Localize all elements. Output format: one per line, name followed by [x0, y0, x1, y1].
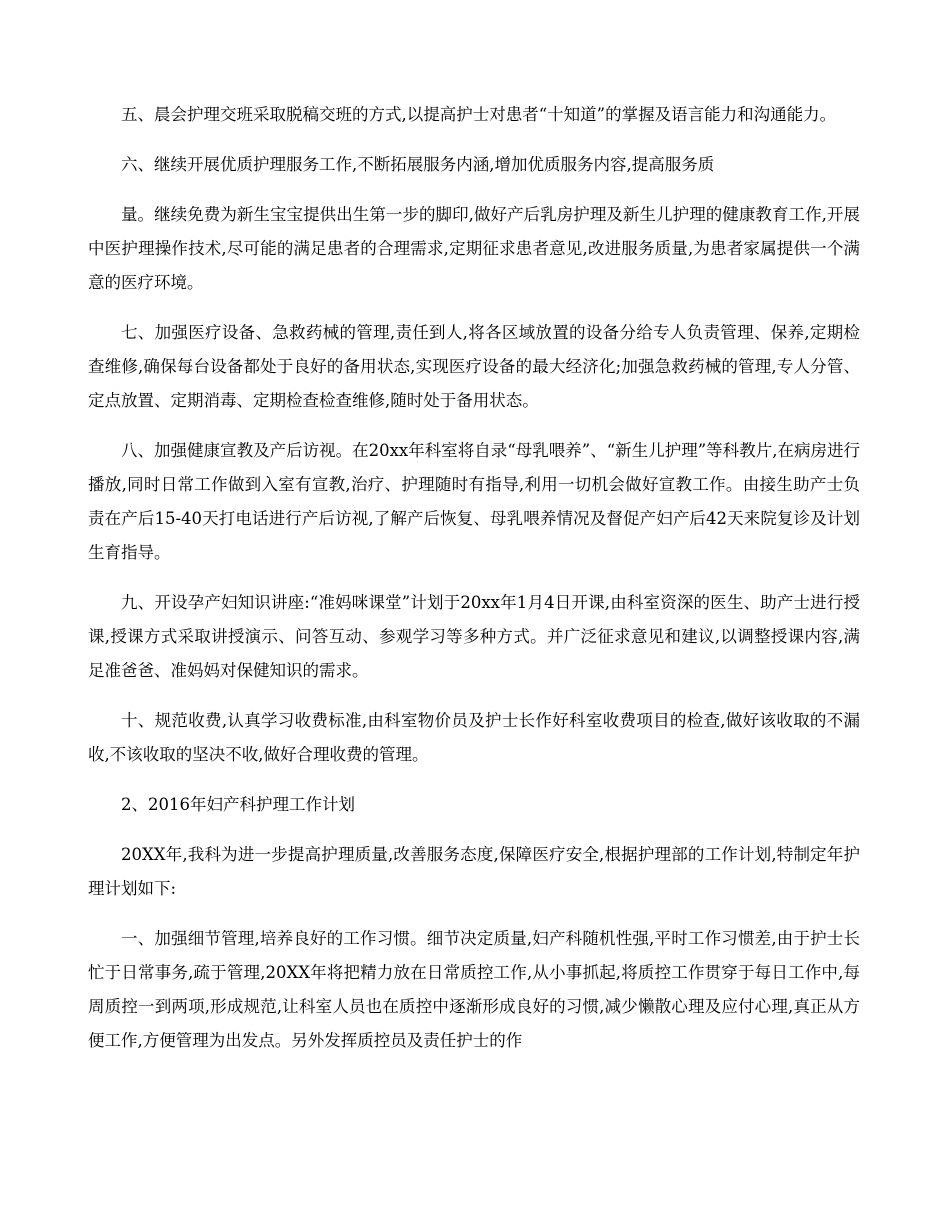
paragraph-item-1: 一、加强细节管理,培养良好的工作习惯。细节决定质量,妇产科随机性强,平时工作习惯差,由于护士长忙于日常事务,疏于管理,20XX年将把精力放在日常质控工作,从小事抓起,将质控工作贯穿于每日工作中,每周质控一到两项,形成规范,让科室人员也在质控中逐渐形成良好的习惯,减少懒散心理及应付心理,真正从方便工作,方便管理为出发点。另外发挥质控员及责任护士的作: [88, 929, 860, 1050]
paragraph-item-5: 五、晨会护理交班采取脱稿交班的方式,以提高护士对患者“十知道”的掌握及语言能力和沟通能力。: [121, 105, 837, 124]
paragraph-item-8: 八、加强健康宣教及产后访视。在20xx年科室将自录“母乳喂养”、“新生儿护理”等科教片,在病房进行播放,同时日常工作做到入室有宣教,治疗、护理随时有指导,利用一切机会做好宣教工作。由接生助产士负责在产后15-40天打电话进行产后访视,了解产后恢复、母乳喂养情况及督促产妇产后42天来院复诊及计划生育指导。: [88, 441, 860, 562]
document-body: [88, 98, 860, 1074]
paragraph-item-9: 九、开设孕产妇知识讲座:“准妈咪课堂”计划于20xx年1月4日开课,由科室资深的医生、助产士进行授课,授课方式采取讲授演示、问答互动、参观学习等多种方式。并广泛征求意见和建议,以调整授课内容,满足准爸爸、准妈妈对保健知识的需求。: [88, 593, 860, 680]
paragraph-item-10: 十、规范收费,认真学习收费标准,由科室物价员及护士长作好科室收费项目的检查,做好该收取的不漏收,不该收取的坚决不收,做好合理收费的管理。: [88, 711, 860, 764]
section-intro: 20XX年,我科为进一步提高护理质量,改善服务态度,保障医疗安全,根据护理部的工作计划,特制定年护理计划如下:: [88, 845, 860, 898]
section-heading: 2、2016年妇产科护理工作计划: [121, 795, 355, 814]
paragraph-item-6-continued: 量。继续免费为新生宝宝提供出生第一步的脚印,做好产后乳房护理及新生儿护理的健康教育工作,开展中医护理操作技术,尽可能的满足患者的合理需求,定期征求患者意见,改进服务质量,为患者家属提供一个满意的医疗环境。: [88, 205, 860, 292]
paragraph-item-6: 六、继续开展优质护理服务工作,不断拓展服务内涵,增加优质服务内容,提高服务质: [121, 155, 715, 174]
paragraph-item-7: 七、加强医疗设备、急救药械的管理,责任到人,将各区域放置的设备分给专人负责管理、保养,定期检查维修,确保每台设备都处于良好的备用状态,实现医疗设备的最大经济化;加强急救药械的管理,专人分管、定点放置、定期消毒、定期检查检查维修,随时处于备用状态。: [88, 323, 860, 410]
